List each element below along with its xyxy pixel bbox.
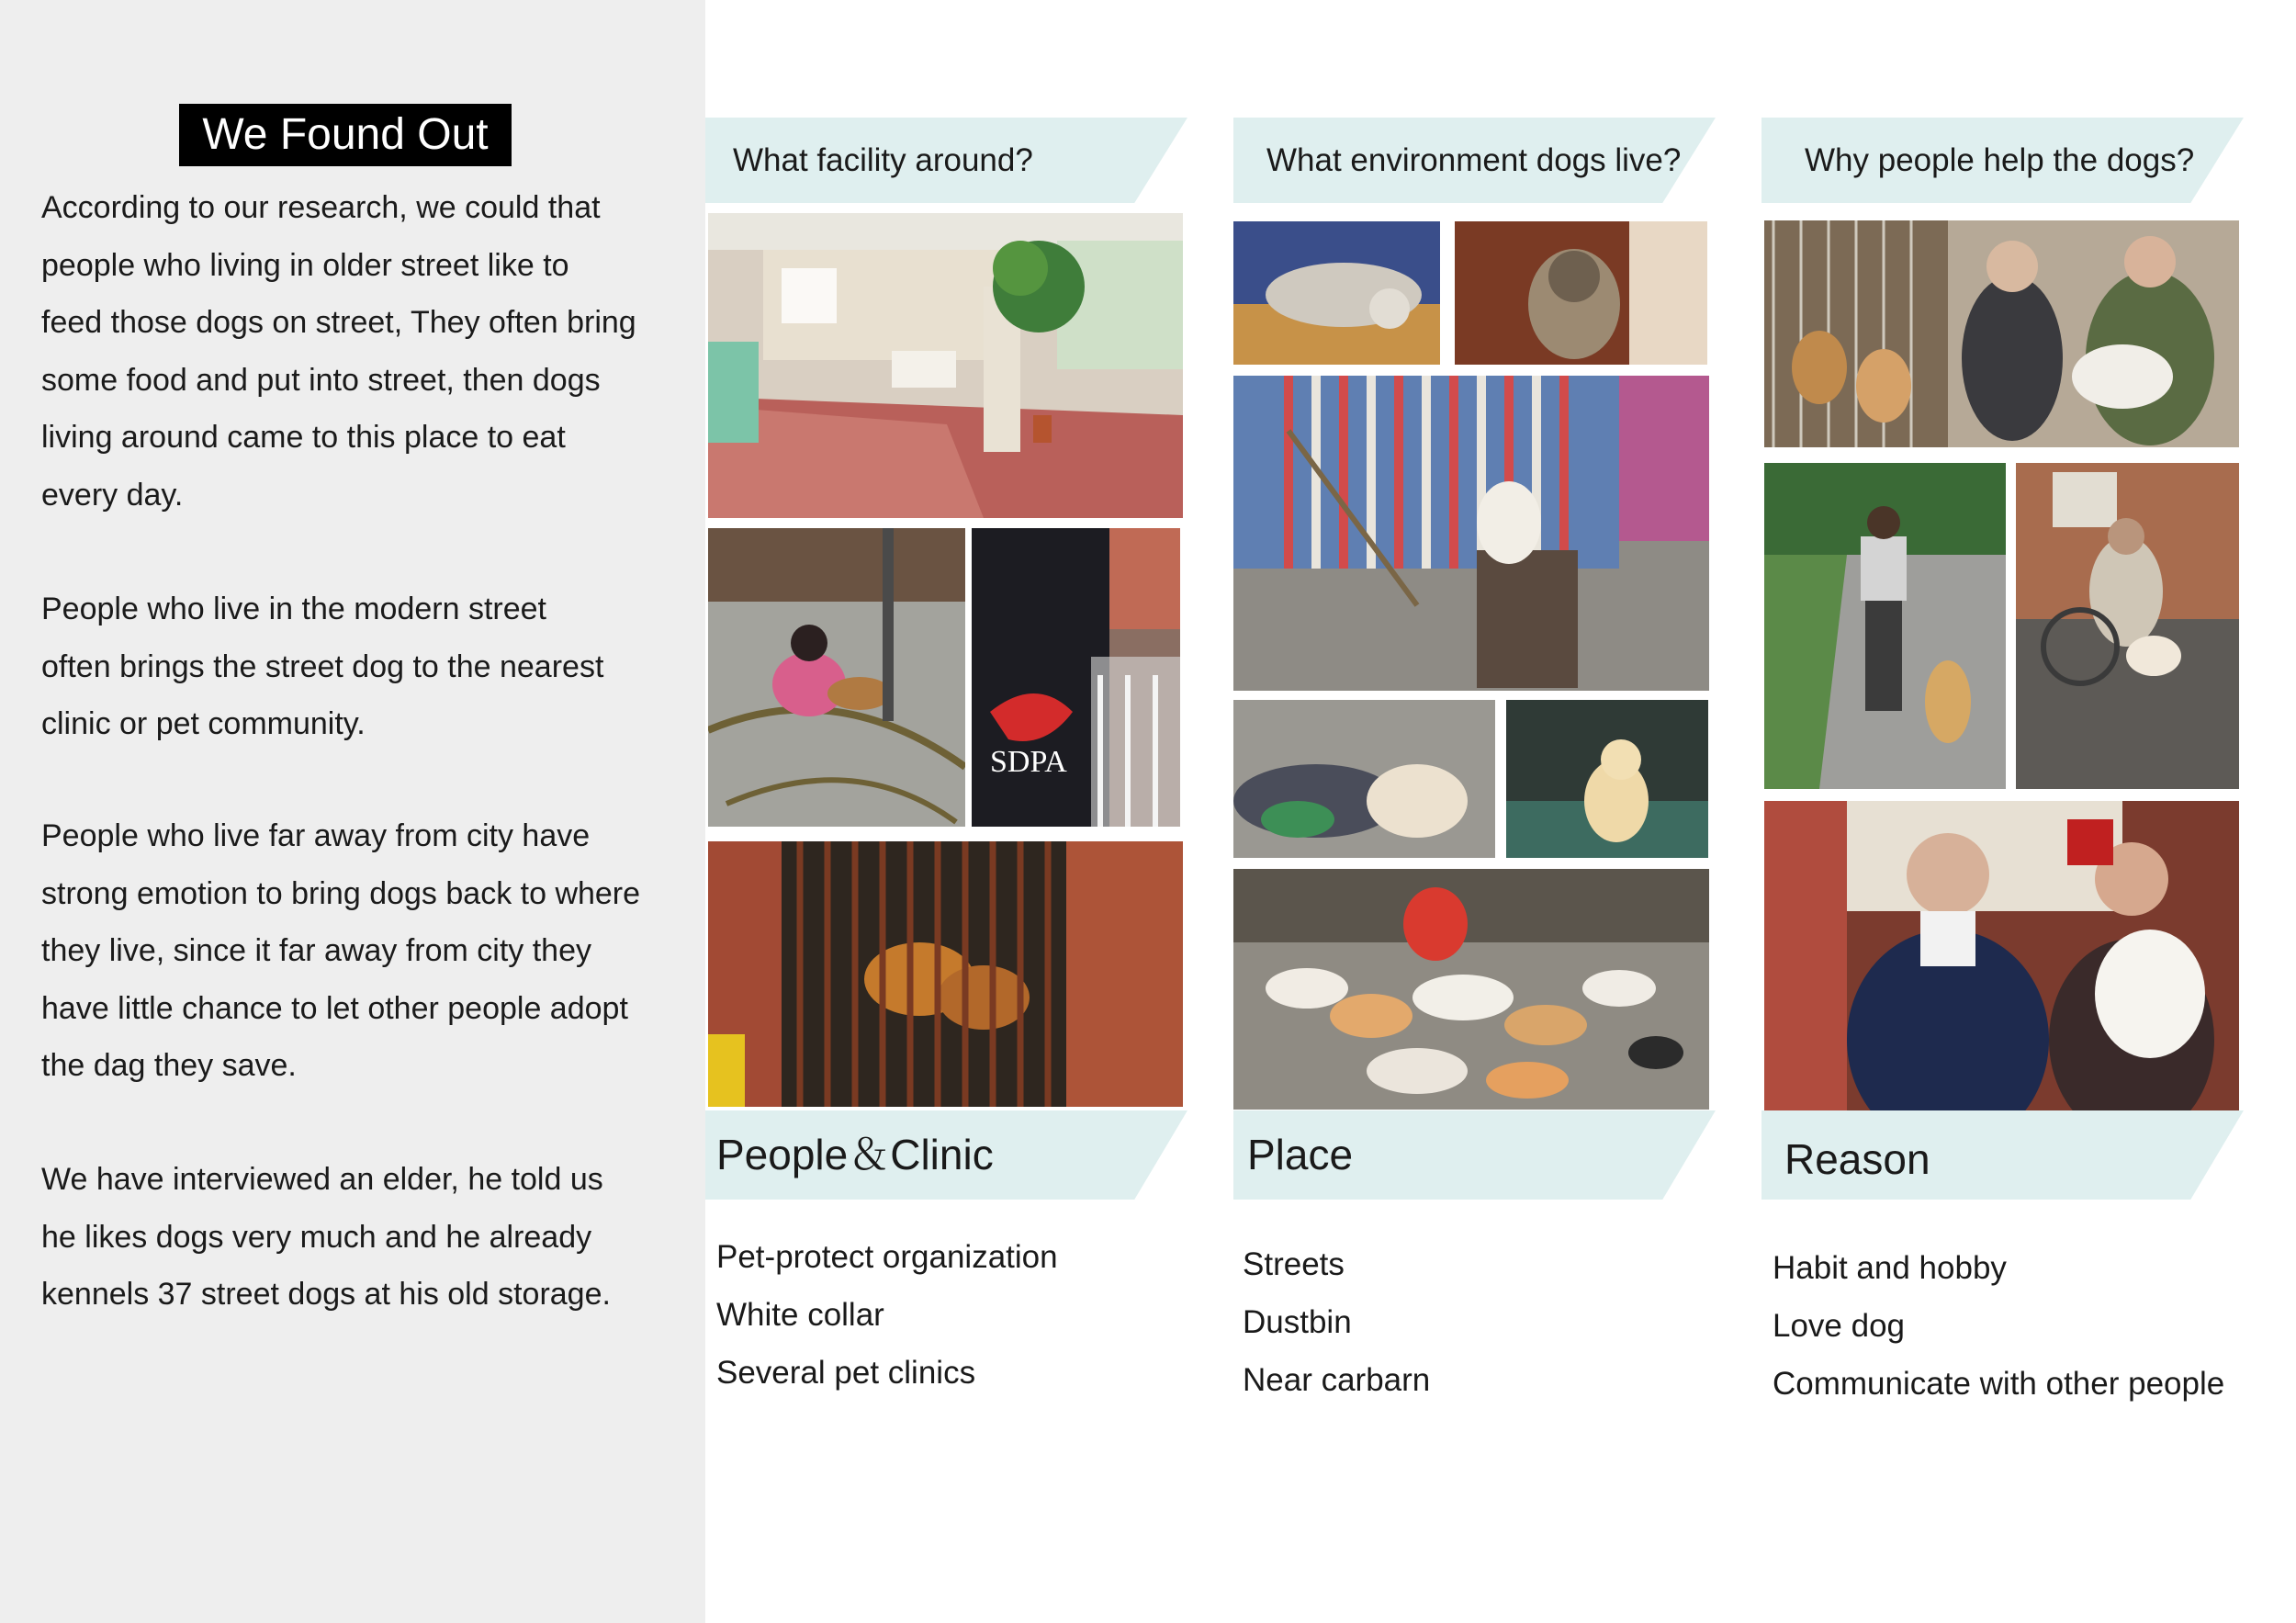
- category-label: Place: [1247, 1131, 1354, 1178]
- list-item: Love dog: [1773, 1308, 1906, 1344]
- modern-street-paragraph: People who live in the modern street often brings the street dog to the nearest clinic or pet community.: [41, 592, 604, 741]
- interview-paragraph: We have interviewed an elder, he told us he likes dogs very much and he already kennels 37 street dogs at his old storage.: [41, 1162, 611, 1312]
- feeding-dogs-photo: [1764, 220, 2239, 447]
- list-item: Streets: [1243, 1246, 1345, 1282]
- svg-text:SDPA: SDPA: [990, 745, 1067, 779]
- clinic-interior-photo: [708, 213, 1183, 518]
- brick-dog-photo: [1455, 221, 1707, 365]
- findings-list: [1243, 1235, 1430, 1409]
- question-text: What facility around?: [733, 142, 1033, 178]
- question-text: Why people help the dogs?: [1805, 142, 2195, 178]
- category-label: Reason: [1784, 1135, 1930, 1183]
- sidebar-panel: [0, 0, 705, 1623]
- elder-wheelchair-photo: [2016, 463, 2239, 789]
- walking-dog-photo: [1764, 463, 2006, 789]
- interview-elder-photo: [1764, 801, 2239, 1110]
- list-item: Pet-protect organization: [716, 1239, 1058, 1275]
- bucket-dog-photo: [1233, 376, 1709, 691]
- sidebar-title: We Found Out: [179, 104, 512, 166]
- list-item: Habit and hobby: [1773, 1250, 2007, 1286]
- question-text: What environment dogs live?: [1266, 142, 1682, 178]
- sleeping-dog-photo: [1233, 221, 1440, 365]
- pack-of-dogs-photo: [1233, 869, 1709, 1110]
- list-item: Dustbin: [1243, 1304, 1352, 1340]
- findings-list: [1773, 1239, 2224, 1413]
- findings-list: [716, 1228, 1058, 1402]
- list-item: White collar: [716, 1297, 884, 1333]
- list-item: Near carbarn: [1243, 1362, 1431, 1398]
- puppy-photo: [1506, 700, 1708, 858]
- list-item: Several pet clinics: [716, 1355, 976, 1391]
- woman-with-dog-photo: [708, 528, 965, 827]
- category-label: People＆Clinic: [716, 1131, 994, 1178]
- research-paragraph: According to our research, we could that people who living in older street like to feed those dogs on street, They often bring some food and put into street, then dogs living around came to this place to eat every day.: [41, 190, 636, 513]
- dustbin-dog-photo: [1233, 700, 1495, 858]
- list-item: Communicate with other people: [1773, 1366, 2225, 1402]
- volunteer-photo: [972, 528, 1180, 827]
- far-from-city-paragraph: People who live far away from city have strong emotion to bring dogs back to where they live, since it far away from city they have little chance to let other people adopt the dag they save.: [41, 818, 641, 1083]
- kennel-dogs-photo: [708, 841, 1183, 1107]
